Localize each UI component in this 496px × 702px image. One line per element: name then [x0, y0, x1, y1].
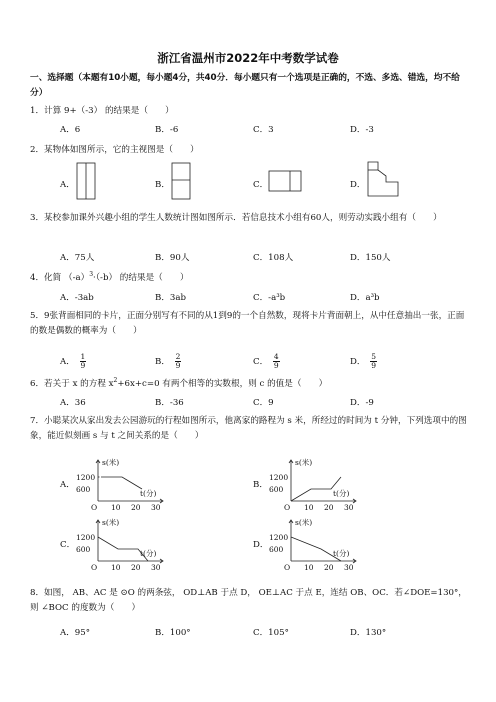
q1-option-a[interactable]: A．6: [60, 125, 81, 135]
q3-option-d[interactable]: D．150人: [350, 253, 391, 263]
y-tick-label: 1200: [76, 533, 96, 542]
x-tick-label: 10: [304, 503, 314, 512]
q6-option-b[interactable]: B．-36: [155, 398, 184, 408]
question-5-stem: 5．9张背面相同的卡片，正面分别写有不同的从1到9的一个自然数，现将卡片背面朝上，从中任意抽出一张，正面的数是偶数的概率为（ ）: [30, 311, 465, 336]
y-tick-label: 600: [76, 485, 91, 494]
x-tick-label: 10: [111, 563, 121, 572]
x-tick-label: 20: [131, 563, 141, 572]
question-2-stem: 2．某物体如图所示，它的主视图是（ ）: [30, 145, 199, 155]
question-4-stem: 4．化简 $(-a)^3\cdot(-b)$ 的结果是（ ）: [30, 271, 189, 283]
q2-option-d[interactable]: D．: [350, 180, 366, 190]
s-axis-label: s(米): [102, 458, 120, 467]
x-tick-label: 20: [324, 503, 334, 512]
x-tick-label: 10: [111, 503, 121, 512]
s-axis-label: s(米): [295, 518, 313, 527]
q3-option-a[interactable]: A．75人: [60, 253, 95, 263]
q2-view-d-figure: [364, 160, 404, 200]
q2-option-a[interactable]: A．: [60, 180, 75, 190]
q4-option-c[interactable]: C．-a³b: [253, 293, 286, 303]
x-tick-label: 30: [151, 563, 161, 572]
x-tick-label: O: [91, 563, 98, 572]
exam-title: 浙江省温州市2022年中考数学试卷: [157, 51, 339, 65]
x-tick-label: O: [284, 503, 291, 512]
q2-option-c[interactable]: C．: [253, 180, 269, 190]
q2-view-c-figure: [268, 170, 304, 194]
x-tick-label: 30: [344, 563, 354, 572]
q7-graph-b: [269, 458, 359, 510]
q3-option-c[interactable]: C．108人: [253, 253, 294, 263]
x-tick-label: 20: [131, 503, 141, 512]
question-1-stem: 1．计算 9+（-3） 的结果是（ ）: [30, 106, 174, 116]
q1-option-c[interactable]: C．3: [253, 125, 274, 135]
y-tick-label: 600: [76, 545, 91, 554]
q5-option-c[interactable]: C． $\frac{4}{9}$: [253, 352, 279, 370]
q8-option-b[interactable]: B．100°: [155, 628, 191, 638]
x-tick-label: O: [91, 503, 98, 512]
section-heading: 一、选择题（本题有10小题，每小题4分，共40分．每小题只有一个选项是正确的，不选、多选、错选，均不给分）: [30, 73, 460, 98]
q1-option-d[interactable]: D．-3: [350, 125, 374, 135]
q5-option-a[interactable]: A． $\frac{1}{9}$: [60, 352, 86, 370]
q5-option-d[interactable]: D． $\frac{5}{9}$: [350, 352, 376, 370]
t-axis-label: t(分): [333, 549, 350, 558]
q4-option-a[interactable]: A．-3ab: [60, 293, 94, 303]
question-6-stem: 6．若关于 x 的方程 $x^2+6x+c=0$ 有两个相等的实数根，则 c 的值是（ ）: [30, 377, 328, 389]
q2-view-a-figure: [76, 162, 98, 202]
s-axis-label: s(米): [102, 518, 120, 527]
x-tick-label: 10: [304, 563, 314, 572]
x-tick-label: 20: [324, 563, 334, 572]
q5-option-b[interactable]: B． $\frac{2}{9}$: [155, 352, 181, 370]
q8-option-d[interactable]: D．130°: [350, 628, 387, 638]
q2-view-b-figure: [171, 162, 193, 202]
q7-graph-c: [76, 518, 166, 570]
t-axis-label: t(分): [140, 489, 157, 498]
question-3-stem: 3．某校参加课外兴趣小组的学生人数统计图如图所示．若信息技术小组有60人，则劳动实践小组有（ ）: [30, 213, 442, 223]
t-axis-label: t(分): [140, 549, 157, 558]
question-8-stem: 8．如图， AB、AC 是 ⊙O 的两条弦， OD⊥AB 于点 D， OE⊥AC 于点 E，连结 OB、OC．若∠DOE=130°，则 ∠BOC 的度数为（ ）: [30, 588, 467, 613]
q4-option-b[interactable]: B．3ab: [155, 293, 187, 303]
q1-option-b[interactable]: B．-6: [155, 125, 179, 135]
q8-option-c[interactable]: C．105°: [253, 628, 289, 638]
s-axis-label: s(米): [295, 458, 313, 467]
x-tick-label: 30: [344, 503, 354, 512]
y-tick-label: 1200: [76, 473, 96, 482]
q7-option-a[interactable]: A．: [60, 480, 75, 490]
y-tick-label: 600: [269, 485, 284, 494]
q4-option-d[interactable]: D．a³b: [350, 293, 380, 303]
q6-option-a[interactable]: A．36: [60, 398, 86, 408]
q7-option-c[interactable]: C．: [60, 540, 76, 550]
q2-option-b[interactable]: B．: [155, 180, 170, 190]
q7-option-d[interactable]: D．: [253, 540, 269, 550]
y-tick-label: 1200: [269, 473, 289, 482]
x-tick-label: O: [284, 563, 291, 572]
t-axis-label: t(分): [333, 489, 350, 498]
q7-graph-a: [76, 458, 166, 510]
q7-graph-d: [269, 518, 359, 570]
question-7-stem: 7．小聪某次从家出发去公园游玩的行程如图所示，他离家的路程为 s 米，所经过的时间为 t 分钟，下列选项中的图象，能近似刻画 s 与 t 之间关系的是（ ）: [30, 416, 467, 441]
q6-option-d[interactable]: D．-9: [350, 398, 374, 408]
x-tick-label: 30: [151, 503, 161, 512]
y-tick-label: 1200: [269, 533, 289, 542]
q7-option-b[interactable]: B．: [253, 480, 268, 490]
q6-option-c[interactable]: C．9: [253, 398, 274, 408]
q3-option-b[interactable]: B．90人: [155, 253, 190, 263]
y-tick-label: 600: [269, 545, 284, 554]
q8-option-a[interactable]: A．95°: [60, 628, 91, 638]
